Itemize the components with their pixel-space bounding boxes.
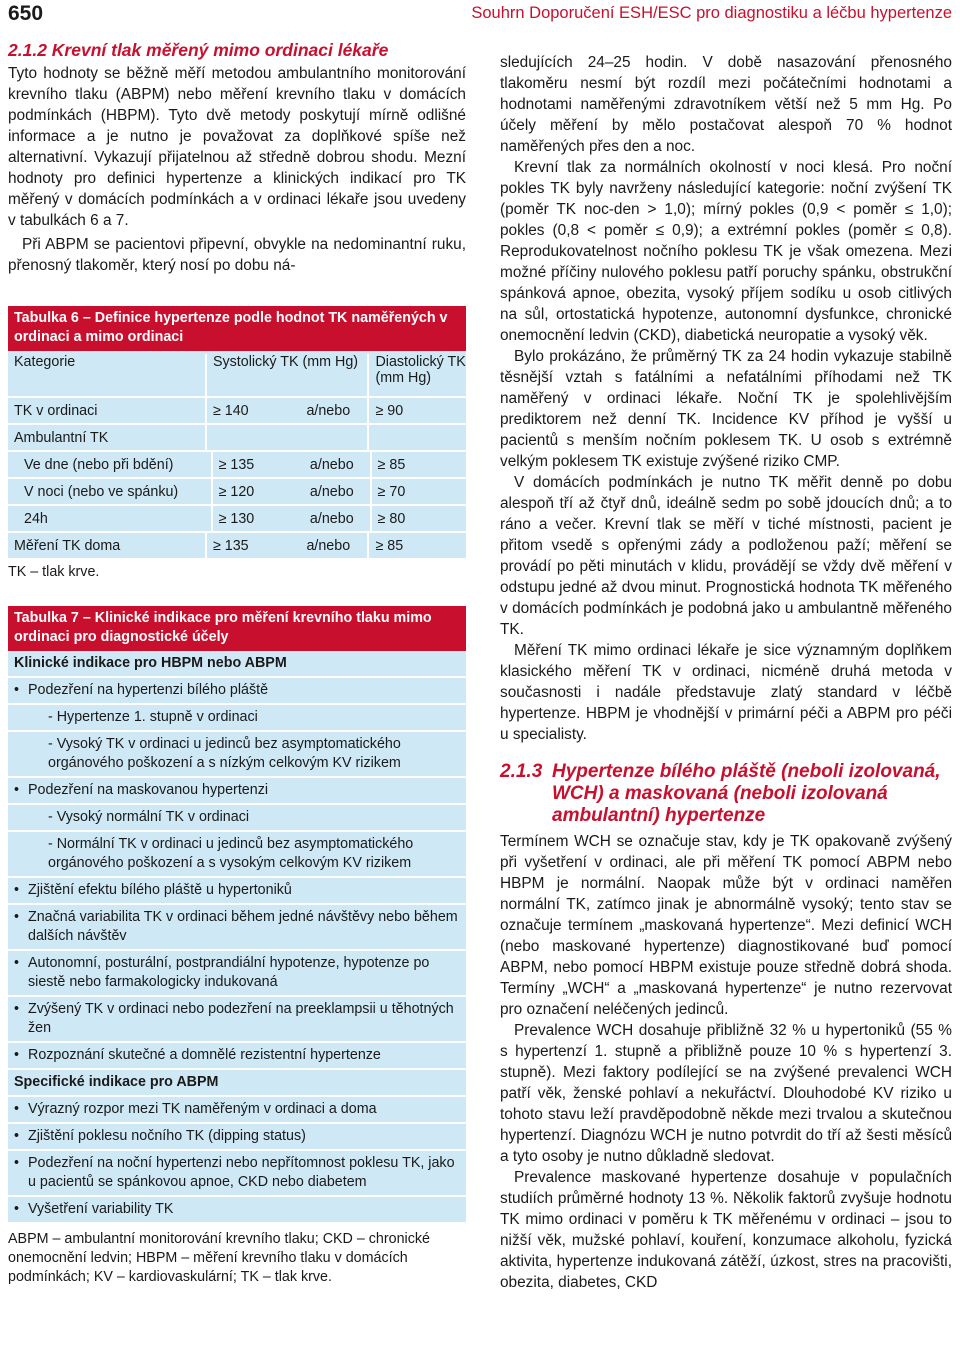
row-diastolic bbox=[367, 425, 466, 450]
paragraph: Termínem WCH se označuje stav, kdy je TK opakovaně zvýšený při vyšetření v ordinaci, ale při měření TK pomocí ABPM nebo HBPM je normální. Naopak může být v ordinaci naměřen normální TK, zatímco jinak je abnormálně vysoký; tento stav se označuje termínem „maskovaná hypertenze“. Mezi definicí WCH (nebo maskované hypertenze) diagnostikované buď pomocí ABPM, nebo pomocí HBPM existuje pouze středně dobrá shoda. Termíny „WCH“ a „maskovaná hypertenze“ je nutno rezervovat pro označení neléčených jedinců. bbox=[500, 833, 952, 1018]
table-7 bbox=[8, 606, 466, 1287]
row-category: 24h bbox=[8, 506, 213, 531]
row-diastolic: ≥ 85 bbox=[367, 533, 466, 558]
paragraph: Při ABPM se pacientovi připevní, obvykle na nedominantní ruku, přenosný tlakoměr, který nosí po dobu ná- bbox=[8, 236, 466, 274]
row-conjunction: a/nebo bbox=[309, 510, 354, 527]
row-diastolic: ≥ 70 bbox=[370, 479, 466, 504]
row-systolic: ≥ 135 bbox=[218, 456, 255, 473]
list-item: • Podezření na hypertenzi bílého pláště bbox=[8, 678, 466, 705]
left-column bbox=[8, 40, 466, 1287]
table-7-title: Tabulka 7 – Klinické indikace pro měření krevního tlaku mimo ordinaci pro diagnostické účely bbox=[8, 606, 466, 651]
table-6 bbox=[8, 306, 466, 580]
list-item: • Rozpoznání skutečné a domnělé rezistentní hypertenze bbox=[8, 1043, 466, 1070]
row-diastolic: ≥ 90 bbox=[367, 398, 466, 423]
table-section-header: Klinické indikace pro HBPM nebo ABPM bbox=[8, 651, 466, 678]
table-section-header: Specifické indikace pro ABPM bbox=[8, 1070, 466, 1097]
list-item: - Vysoký normální TK v ordinaci bbox=[8, 805, 466, 832]
list-item: • Výrazný rozpor mezi TK naměřeným v ordinaci a doma bbox=[8, 1097, 466, 1124]
list-item: • Značná variabilita TK v ordinaci během jedné návštěvy nebo během dalších návštěv bbox=[8, 905, 466, 951]
list-item: • Podezření na noční hypertenzi nebo nepřítomnost poklesu TK, jako u pacientů se spánkovou apnoe, CKD nebo diabetem bbox=[8, 1151, 466, 1197]
row-conjunction: a/nebo bbox=[306, 537, 351, 554]
list-item: • Zvýšený TK v ordinaci nebo podezření na preeklampsii u těhotných žen bbox=[8, 997, 466, 1043]
row-conjunction: a/nebo bbox=[309, 456, 354, 473]
row-systolic: ≥ 120 bbox=[218, 483, 255, 500]
list-item: • Podezření na maskovanou hypertenzi bbox=[8, 778, 466, 805]
list-item: • Zjištění efektu bílého pláště u hypertoniků bbox=[8, 878, 466, 905]
list-item: - Normální TK v ordinaci u jedinců bez asymptomatického orgánového poškození a s vysokým celkovým KV rizikem bbox=[8, 832, 466, 878]
list-item: - Vysoký TK v ordinaci u jedinců bez asymptomatického orgánového poškození a s nízkým celkovým KV rizikem bbox=[8, 732, 466, 778]
table-7-footnote: ABPM – ambulantní monitorování krevního tlaku; CKD – chronické onemocnění ledvin; HBPM – měření krevního tlaku v domácích podmínkách; KV – kardiovaskulární; TK – tlak krve. bbox=[8, 1224, 466, 1287]
paragraph: V domácích podmínkách je nutno TK měřit denně po dobu alespoň tří až čtyř dnů, ideálně sedm po sobě jdoucích dnů; a to ráno a večer. Krevní tlak se měří v tiché místnosti, pacient je přitom vsedě s opřenými zády a podloženou paží; měření se provádí po pěti minutách v klidu, provádějí se vždy dvě měření v odstupu jedné až dvou minut. Prognostická hodnota TK měřeného v domácích podmínkách je podobná jako u ambulantně měřeného TK. bbox=[500, 474, 952, 638]
page-number: 650 bbox=[8, 2, 44, 25]
row-category: V noci (nebo ve spánku) bbox=[8, 479, 213, 504]
row-conjunction: a/nebo bbox=[306, 402, 351, 419]
paragraph: Prevalence maskované hypertenze dosahuje v populačních studiích průměrné hodnoty 13 %. Několik faktorů zvyšuje hodnotu TK mimo ordinaci v poměru k TK měřenému v ordinaci – jsou to nižší věk, mužské pohlaví, kouření, konzumace alkoholu, fyzická aktivita, hypertenze indukovaná zátěží, úzkost, stres na pracovišti, obezita, diabetes, CKD bbox=[500, 1169, 952, 1291]
page-header bbox=[8, 0, 952, 30]
list-item: - Hypertenze 1. stupně v ordinaci bbox=[8, 705, 466, 732]
list-item: • Autonomní, posturální, postprandiální hypotenze, hypotenze po siestě nebo farmakologicky indukovaná bbox=[8, 951, 466, 997]
paragraph: sledujících 24–25 hodin. V době nasazování přenosného tlakoměru nesmí být rozdíl mezi počátečními hodnotami a hodnotami naměřenými zdravotníkem větší než 5 mm Hg. Po účely měření by mělo postačovat alespoň 70 % hodnot naměřených přes den a noc. bbox=[500, 54, 952, 155]
col-header-systolic: Systolický TK (mm Hg) bbox=[212, 354, 359, 370]
row-systolic: ≥ 140 bbox=[212, 402, 249, 419]
running-title: Souhrn Doporučení ESH/ESC pro diagnostiku a léčbu hypertenze bbox=[471, 4, 952, 22]
list-item: • Vyšetření variability TK bbox=[8, 1197, 466, 1224]
row-category: Měření TK doma bbox=[8, 533, 207, 558]
table-row bbox=[8, 533, 466, 560]
table-row bbox=[8, 425, 466, 452]
table-6-title: Tabulka 6 – Definice hypertenze podle hodnot TK naměřených v ordinaci a mimo ordinaci bbox=[8, 306, 466, 351]
row-category: Ve dne (nebo při bdění) bbox=[8, 452, 213, 477]
row-diastolic: ≥ 80 bbox=[370, 506, 466, 531]
section-heading-2-1-3: 2.1.3 Hypertenze bílého pláště (neboli izolovaná, WCH) a maskovaná (neboli izolovaná ambulantní) hypertenze bbox=[500, 761, 941, 826]
paragraph: Tyto hodnoty se běžně měří metodou ambulantního monitorování krevního tlaku (ABPM) nebo měření krevního tlaku v domácích podmínkách (HBPM). Tyto dvě metody poskytují mírně odlišné informace a je nutno je považovat za doplňkové spíše než alternativní. Vykazují přijatelnou až středně dobrou shodu. Mezní hodnoty pro definici hypertenze a klinických indikací pro TK měřený v domácích podmínkách a v ordinaci lékaře jsou uvedeny v tabulkách 6 a 7. bbox=[8, 65, 466, 229]
row-category: TK v ordinaci bbox=[8, 398, 207, 423]
col-header-category: Kategorie bbox=[8, 354, 207, 396]
paragraph: Měření TK mimo ordinaci lékaře je sice významným doplňkem klasického měření TK v ordinaci, nicméně druhá metoda v současnosti i nadále představuje zlatý standard v léčbě hypertenze. HBPM je vhodnější v primární péči a ABPM pro péči u specialisty. bbox=[500, 642, 952, 743]
row-category: Ambulantní TK bbox=[8, 425, 207, 450]
table-6-footnote: TK – tlak krve. bbox=[8, 560, 466, 580]
paragraph: Bylo prokázáno, že průměrný TK za 24 hodin vykazuje stabilně těsnější vztah s fatálními a nefatálními příhodami než TK naměřený v ordinaci lékaře. Noční TK je spolehlivějším prediktorem než denní TK. Incidence KV příhod je vyšší u pacientů s menším nočním poklesem TK. U osob s extrémně velkým poklesem TK existuje zvýšené riziko CMP. bbox=[500, 348, 952, 470]
paragraph: Prevalence WCH dosahuje přibližně 32 % u hypertoniků (55 % s hypertenzí 1. stupně a přibližně pouze 10 % s hypertenzí 3. stupně). Mezi faktory podílející se na zvýšené prevalenci WCH patří věk, ženské pohlaví a nekuřáctví. Dlouhodobé KV riziko u tohoto stavu leží pravděpodobně někde mezi trvalou a skutečnou hypertenzí. Diagnózu WCH je nutno potvrdit do tří až šesti měsíců a tyto osoby je nutno důkladně sledovat. bbox=[500, 1022, 952, 1165]
table-row bbox=[8, 452, 466, 479]
table-row bbox=[8, 479, 466, 506]
right-column bbox=[500, 52, 952, 1293]
paragraph: Krevní tlak za normálních okolností v noci klesá. Pro noční pokles TK byly navrženy následující kategorie: noční zvýšení TK (poměr TK noc-den > 1,0); mírný pokles (0,9 < poměr ≤ 1,0); pokles (0,8 < poměr ≤ 0,9); a extrémní pokles (poměr ≤ 0,8). Reprodukovatelnost nočního poklesu TK je však omezena. Mezi možné příčiny nulového poklesu patří poruchy spánku, obstrukční spánková apnoe, obezita, vysoký příjem sodíku u osob citlivých na sůl, ortostatická hypotenze, autonomní dysfunkce, chronické onemocnění ledvin (CKD), diabetická neuropatie a vysoký věk. bbox=[500, 159, 952, 344]
row-conjunction: a/nebo bbox=[309, 483, 354, 500]
row-systolic: ≥ 135 bbox=[212, 537, 249, 554]
row-systolic: ≥ 130 bbox=[218, 510, 255, 527]
list-item: • Zjištění poklesu nočního TK (dipping status) bbox=[8, 1124, 466, 1151]
table-row bbox=[8, 506, 466, 533]
table-header-row bbox=[8, 351, 466, 398]
row-diastolic: ≥ 85 bbox=[370, 452, 466, 477]
table-row bbox=[8, 398, 466, 425]
section-heading-2-1-2: 2.1.2 Krevní tlak měřený mimo ordinaci lékaře bbox=[8, 40, 389, 60]
col-header-diastolic: Diastolický TK (mm Hg) bbox=[367, 354, 466, 396]
